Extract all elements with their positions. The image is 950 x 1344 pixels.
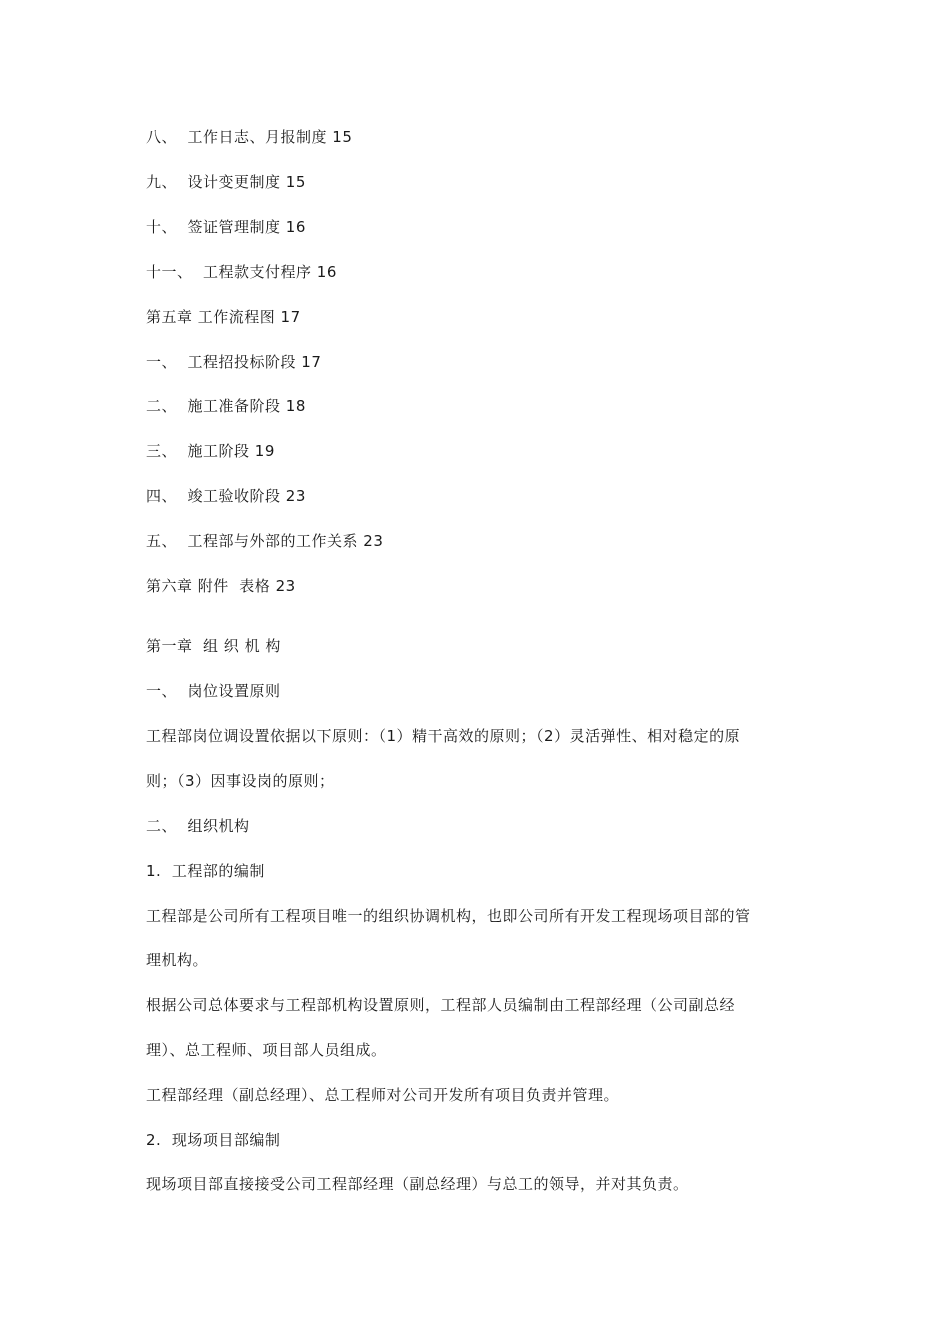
subsection-heading: 2. 现场项目部编制 <box>146 1131 281 1149</box>
paragraph-line: 根据公司总体要求与工程部机构设置原则，工程部人员编制由工程部经理（公司副总经 <box>146 996 736 1014</box>
paragraph-line: 工程部经理（副总经理）、总工程师对公司开发所有项目负责并管理。 <box>146 1086 620 1104</box>
chapter-title: 第一章 组 织 机 构 <box>146 637 281 655</box>
subsection-heading: 1. 工程部的编制 <box>146 862 265 880</box>
paragraph-line: 工程部是公司所有工程项目唯一的组织协调机构，也即公司所有开发工程现场项目部的管 <box>146 907 751 925</box>
toc-entry: 一、 工程招投标阶段 17 <box>146 353 322 371</box>
paragraph-line: 工程部岗位调设置依据以下原则：（1）精干高效的原则；（2）灵活弹性、相对稳定的原 <box>146 727 741 745</box>
section-heading: 一、 岗位设置原则 <box>146 682 281 700</box>
toc-entry: 二、 施工准备阶段 18 <box>146 397 306 415</box>
paragraph-line: 理机构。 <box>146 951 209 969</box>
paragraph-line: 则；（3）因事设岗的原则； <box>146 772 335 790</box>
toc-entry: 三、 施工阶段 19 <box>146 442 275 460</box>
toc-entry: 第五章 工作流程图 17 <box>146 308 301 326</box>
toc-entry: 四、 竣工验收阶段 23 <box>146 487 306 505</box>
section-heading: 二、 组织机构 <box>146 817 250 835</box>
paragraph-line: 现场项目部直接接受公司工程部经理（副总经理）与总工的领导，并对其负责。 <box>146 1175 689 1193</box>
toc-entry: 十一、 工程款支付程序 16 <box>146 263 337 281</box>
toc-entry: 九、 设计变更制度 15 <box>146 173 306 191</box>
paragraph-line: 理）、总工程师、项目部人员组成。 <box>146 1041 387 1059</box>
toc-entry: 五、 工程部与外部的工作关系 23 <box>146 532 384 550</box>
toc-entry: 第六章 附件 表格 23 <box>146 577 296 595</box>
toc-entry: 十、 签证管理制度 16 <box>146 218 306 236</box>
toc-entry: 八、 工作日志、月报制度 15 <box>146 128 353 146</box>
